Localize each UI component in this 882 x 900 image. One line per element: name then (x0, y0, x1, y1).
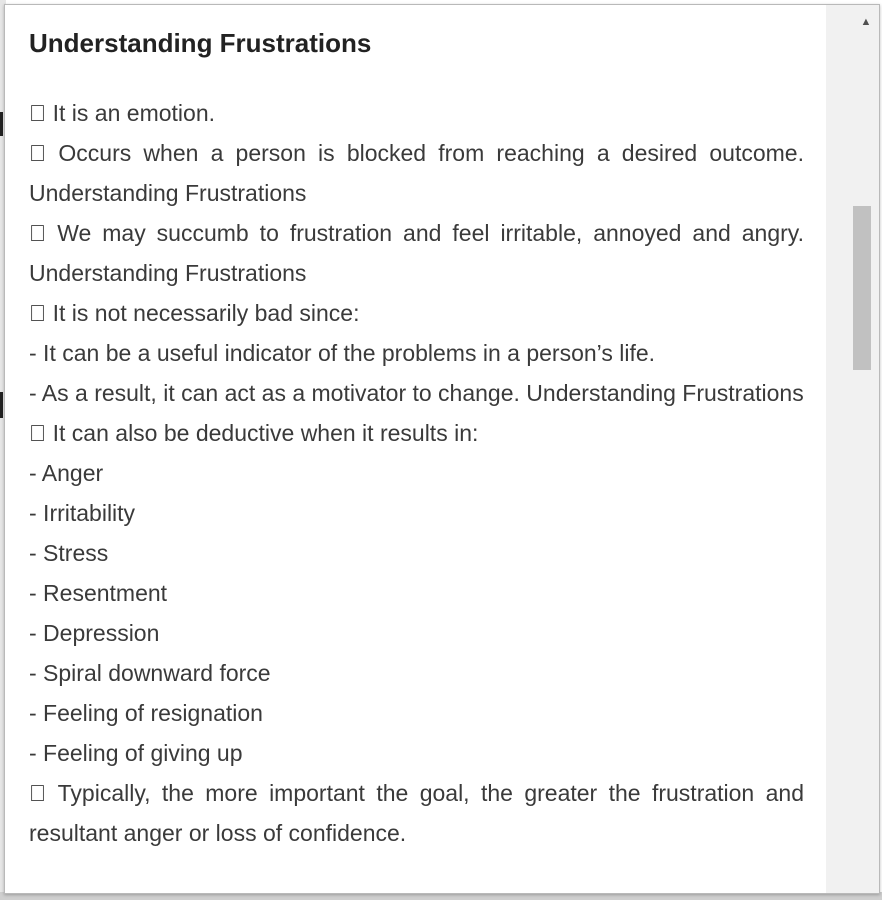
background-page-mark (0, 392, 3, 418)
scrollbar-thumb[interactable] (853, 206, 871, 370)
body-line: - Resentment (29, 580, 168, 606)
body-line: - Irritability (29, 500, 136, 526)
background-page-mark (0, 112, 3, 136)
vertical-scrollbar[interactable] (826, 5, 879, 894)
body-line: - Feeling of resignation (29, 700, 263, 726)
body-line: - Depression (29, 620, 160, 646)
body-line: It is not necessarily bad since: (29, 300, 336, 326)
popup-title: Understanding Frustrations (29, 28, 372, 58)
body-line: It can also be deductive when it results in: (29, 420, 455, 446)
body-line: Typically, the more important the goal, the greater the frustration and resultant anger or loss of confidence. (29, 780, 804, 846)
body-line: Occurs when a person is blocked from reaching a desired outcome. Understanding Frustrations (29, 140, 804, 206)
body-line: It is an emotion. (29, 100, 192, 126)
body-line: - Anger (29, 460, 104, 486)
body-line: - As a result, it can act as a motivator to change. Understanding Frustrations (29, 380, 804, 406)
body-line: We may succumb to frustration and feel irritable, annoyed and angry. Understanding Frustrations (29, 220, 804, 286)
body-line: - Spiral downward force (29, 660, 271, 686)
popup-body (29, 93, 804, 853)
body-line: - Feeling of giving up (29, 740, 243, 766)
body-line: - It can be a useful indicator of the problems in a person’s life. (29, 340, 656, 366)
body-line: - Stress (29, 540, 109, 566)
popup-content (29, 27, 804, 853)
scroll-up-arrow-icon[interactable]: ▲ (860, 16, 872, 28)
text-popup-window (4, 4, 880, 894)
